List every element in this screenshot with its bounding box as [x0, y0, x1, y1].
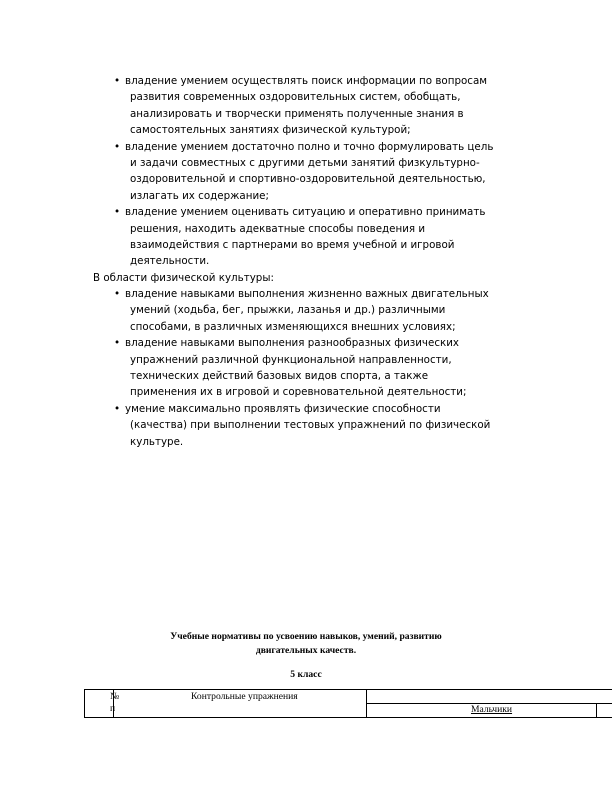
section-label-physical-culture: В области физической культуры:: [93, 272, 274, 284]
table-header-num-2: п: [110, 703, 116, 714]
bullet-icon: •: [114, 140, 121, 153]
list-item-text: решения, находить адекватные способы поведения и: [130, 222, 426, 235]
list-item-text: умений (ходьба, бег, прыжки, лазанья и др.) различными: [130, 304, 446, 317]
standards-heading-line1: Учебные нормативы по усвоению навыков, умений, развитию: [170, 631, 442, 642]
skills-list-physical-culture: [114, 286, 494, 450]
list-item-text: взаимодействия с партнерами во время учебной и игровой: [130, 239, 455, 252]
skills-list-general: [114, 73, 498, 270]
list-item-text: владение умением осуществлять поиск информации по вопросам: [125, 75, 488, 87]
list-item-text: владение умением достаточно полно и точно формулировать цель: [125, 140, 494, 153]
table-header-exercises: Контрольные упражнения: [191, 691, 298, 702]
list-item-text: упражнений различной функциональной направленности,: [130, 353, 452, 366]
list-item-text: владение умением оценивать ситуацию и оперативно принимать: [125, 206, 486, 219]
table-header-num: №: [110, 691, 120, 702]
table-divider-boys: [596, 703, 597, 717]
table-header-boys: Мальчики: [471, 704, 513, 715]
list-item: [114, 335, 494, 401]
bullet-icon: •: [114, 337, 121, 350]
list-item-text: анализировать и творчески применять полученные знания в: [130, 107, 464, 120]
list-item-text: применения их в игровой и соревновательной деятельности;: [130, 386, 467, 399]
list-item-text: технических действий базовых видов спорта, а также: [130, 370, 429, 383]
list-item: [114, 73, 498, 139]
list-item-text: культуре.: [130, 435, 184, 448]
bullet-icon: •: [114, 402, 121, 415]
list-item-text: излагать их содержание;: [130, 189, 269, 202]
list-item: [114, 286, 494, 335]
list-item: [114, 401, 494, 450]
bullet-icon: •: [114, 75, 121, 87]
standards-table: [84, 689, 612, 718]
list-item-text: и задачи совместных с другими детьми занятий физкультурно-: [130, 157, 480, 170]
bullet-icon: •: [114, 206, 121, 219]
list-item-text: самостоятельных занятиях физической культурой;: [130, 124, 411, 137]
standards-heading-line2: двигательных качеств.: [255, 645, 357, 656]
list-item: [114, 204, 498, 270]
list-item-text: владение навыками выполнения жизненно важных двигательных: [125, 288, 489, 300]
list-item-text: (качества) при выполнении тестовых упражнений по физической: [130, 419, 491, 432]
list-item-text: владение навыками выполнения разнообразных физических: [125, 337, 460, 350]
list-item-text: способами, в различных изменяющихся внешних условиях;: [130, 320, 456, 333]
list-item: [114, 139, 498, 205]
bullet-icon: •: [114, 288, 121, 300]
list-item-text: умение максимально проявлять физические способности: [125, 402, 441, 415]
list-item-text: оздоровительной и спортивно-оздоровительной деятельностью,: [130, 173, 486, 186]
grade-heading: 5 класс: [290, 669, 322, 680]
list-item-text: развития современных оздоровительных систем, обобщать,: [130, 91, 461, 104]
list-item-text: деятельности.: [130, 255, 210, 268]
